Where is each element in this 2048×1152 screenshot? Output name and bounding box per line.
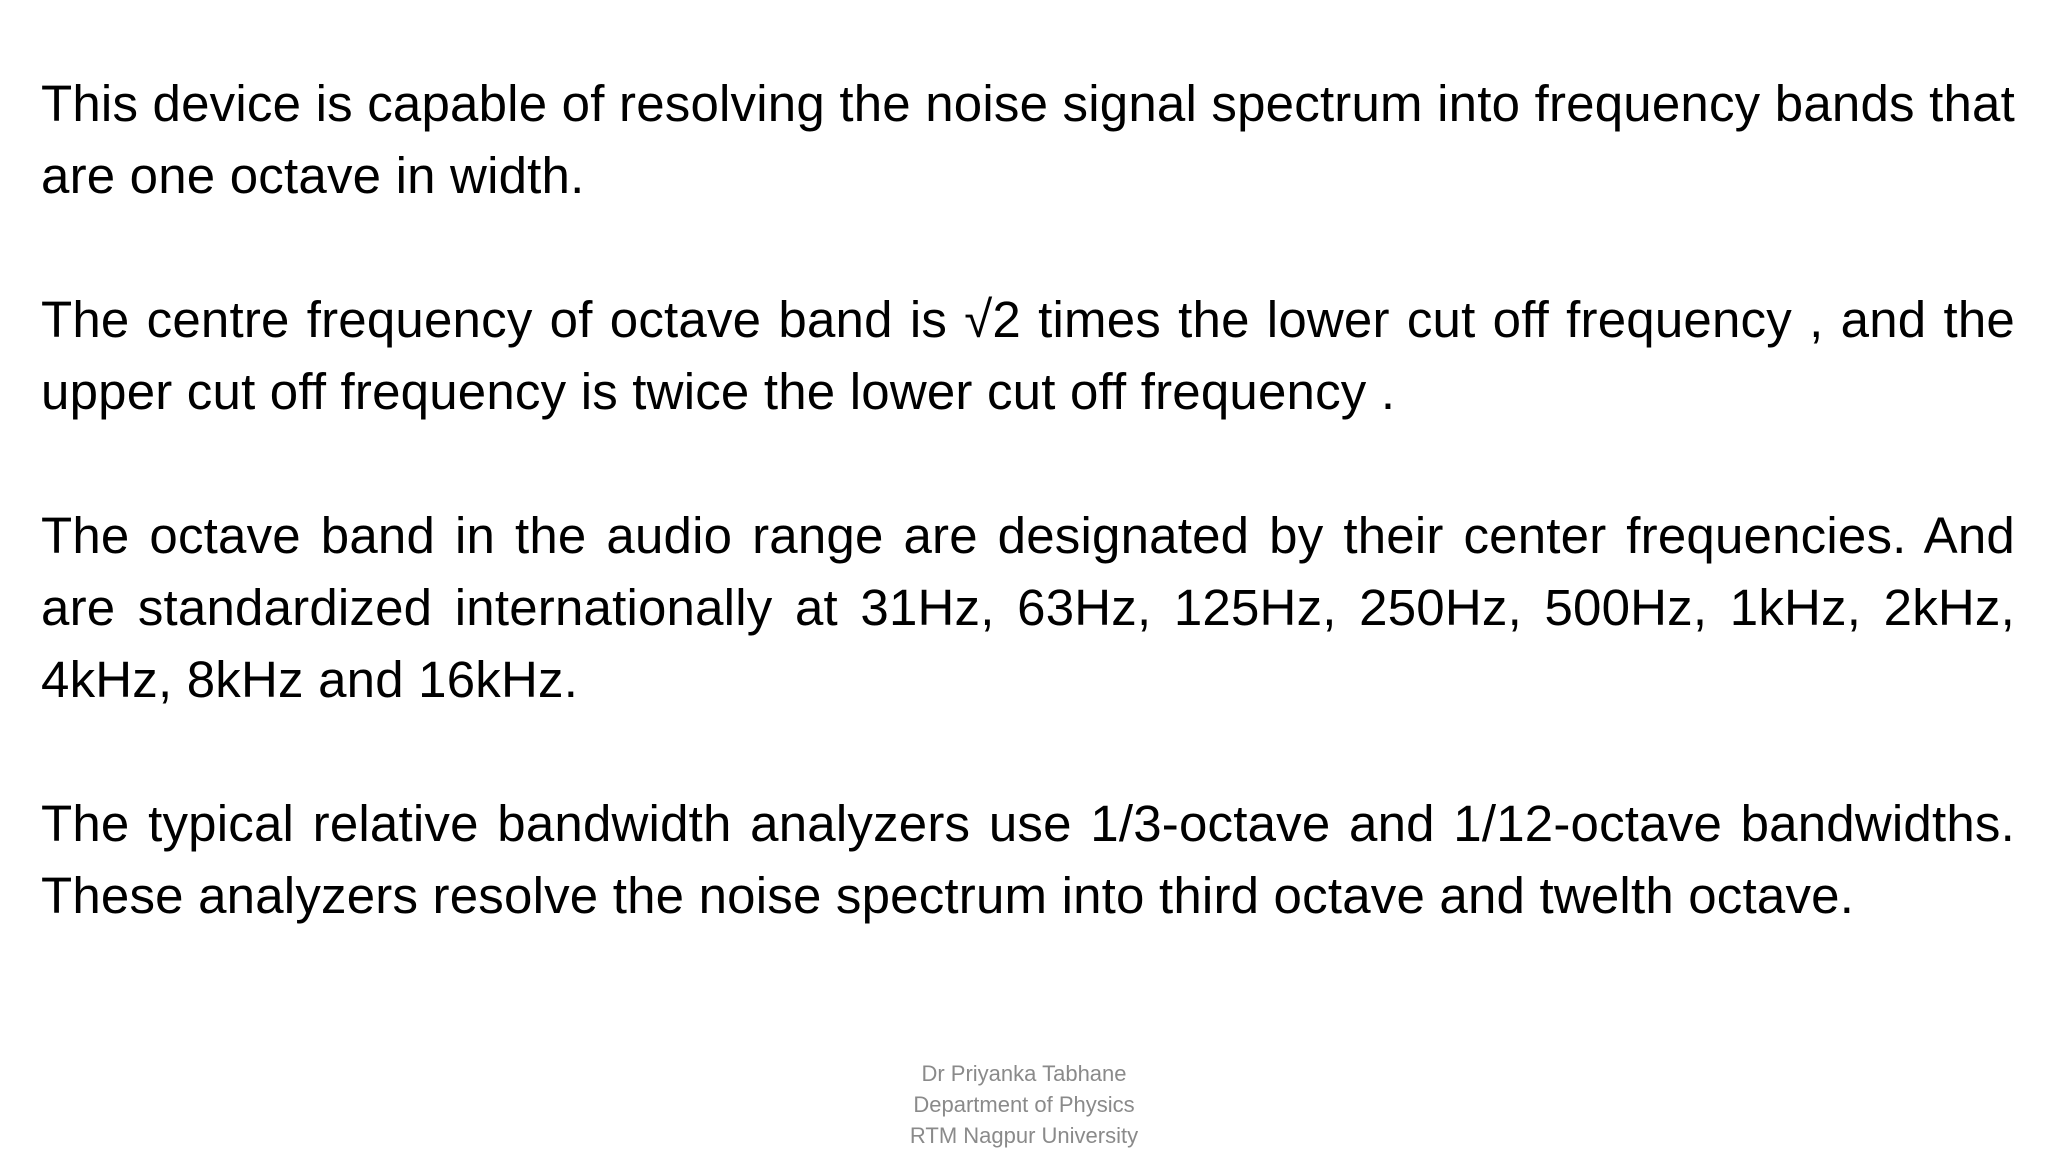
paragraph-octave-device: This device is capable of resolving the noise signal spectrum into frequency bands that are one octave in width.: [41, 75, 2015, 204]
footer-author: Dr Priyanka Tabhane: [921, 1061, 1127, 1086]
footer-department: Department of Physics: [913, 1092, 1135, 1117]
paragraph-relative-bandwidth: The typical relative bandwidth analyzers use 1/3-octave and 1/12-octave bandwidths. These analyzers resolve the noise spectrum into third octave and twelth octave.: [41, 795, 2015, 924]
slide-footer: [0, 1058, 2048, 1151]
slide-body: [41, 68, 2015, 1004]
paragraph-centre-frequency: The centre frequency of octave band is √2 times the lower cut off frequency , and the upper cut off frequency is twice the lower cut off frequency .: [41, 291, 2015, 420]
paragraph-standard-bands: The octave band in the audio range are designated by their center frequencies. And are standardized internationally at 31Hz, 63Hz, 125Hz, 250Hz, 500Hz, 1kHz, 2kHz, 4kHz, 8kHz and 16kHz.: [41, 507, 2015, 708]
footer-university: RTM Nagpur University: [909, 1123, 1139, 1148]
